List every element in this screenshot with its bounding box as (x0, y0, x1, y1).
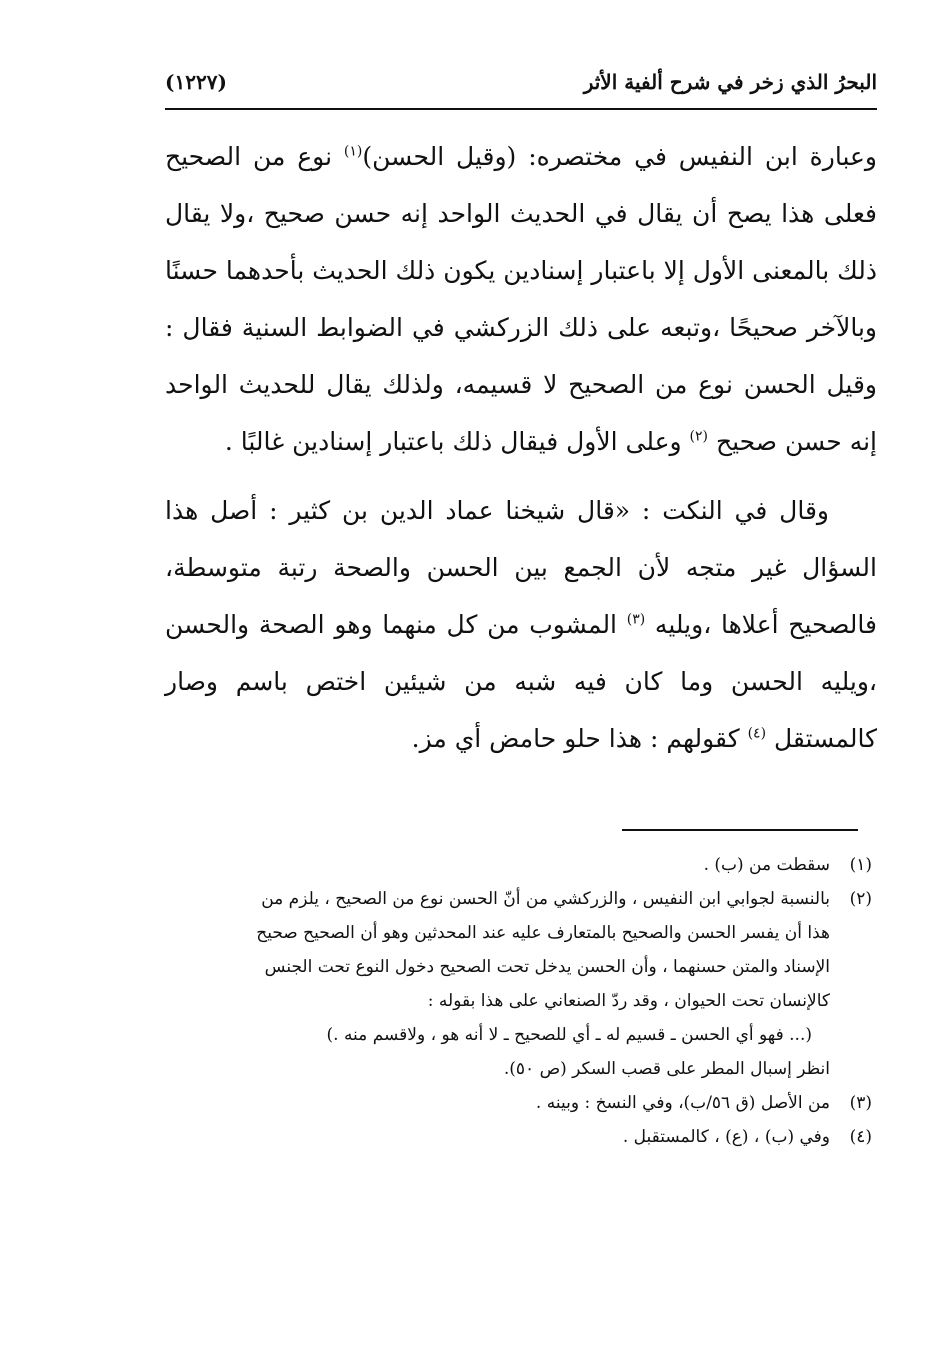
footnote-line: سقطت من (ب) . (703, 855, 830, 875)
footnote-marker-3: (٣) (626, 611, 646, 628)
footnote-body (150, 1120, 830, 1154)
footnote-body (150, 882, 830, 1086)
page-header (165, 60, 877, 104)
running-title: البحرُ الذي زخر في شرح ألفية الأثر (583, 70, 877, 94)
footnote-marker-1: (١) (343, 143, 363, 160)
footnote-number: (١) (849, 855, 872, 875)
footnote-2 (150, 882, 872, 1086)
paragraph-1-part-2: نوع من الصحيح فعلى هذا يصح أن يقال في الحديث الواحد إنه حسن صحيح ،ولا يقال ذلك بالمعنى الأول إلا باعتبار إسنادين يكون ذلك الحديث بأحدهما حسنًا وبالآخر صحيحًا ،وتبعه على ذلك الزركشي في الضوابط السنية فقال : وقيل الحسن نوع من الصحيح لا قسيمه، ولذلك يقال للحديث الواحد إنه حسن صحيح (165, 142, 877, 456)
paragraph-1 (165, 128, 877, 470)
footnote-number: (٤) (849, 1127, 872, 1147)
main-text (165, 128, 877, 767)
footnote-line: بالنسبة لجوابي ابن النفيس ، والزركشي من أنّ الحسن نوع من الصحيح ، يلزم من (261, 889, 830, 909)
footnote-line: من الأصل (ق ٥٦/ب)، وفي النسخ : وبينه . (535, 1093, 830, 1113)
footnote-line: هذا أن يفسر الحسن والصحيح بالمتعارف عليه عند المحدثين وهو أن الصحيح صحيح (256, 923, 830, 943)
page-number: (١٢٢٧) (165, 70, 227, 94)
footnote-4 (150, 1120, 872, 1154)
footnote-separator (622, 829, 858, 831)
paragraph-1-part-1: وعبارة ابن النفيس في مختصره: (وقيل الحسن) (362, 142, 877, 171)
paragraph-2-part-2: المشوب من كل منهما وهو الصحة والحسن ،ويليه الحسن وما كان فيه شبه من شيئين اختص باسم وصار كالمستقل (165, 610, 877, 753)
footnote-line: انظر إسبال المطر على قصب السكر (ص ٥٠). (503, 1059, 830, 1079)
footnote-body (150, 1086, 830, 1120)
paragraph-2 (165, 482, 877, 767)
footnote-line: وفي (ب) ، (ع) ، كالمستقبل . (622, 1127, 830, 1147)
footnote-body (150, 848, 830, 882)
footnote-1 (150, 848, 872, 882)
footnote-3 (150, 1086, 872, 1120)
footnote-number: (٢) (849, 889, 872, 909)
footnote-quote: (... فهو أي الحسن ـ قسيم له ـ أي للصحيح ـ لا أنه هو ، ولاقسم منه .) (326, 1025, 812, 1045)
footnote-marker-2: (٢) (689, 428, 709, 445)
footnote-marker-4: (٤) (747, 725, 767, 742)
header-rule (165, 108, 877, 110)
footnotes (150, 848, 872, 1154)
paragraph-2-part-3: كقولهم : هذا حلو حامض أي مز. (411, 724, 748, 753)
paragraph-1-part-3: وعلى الأول فيقال ذلك باعتبار إسنادين غالبًا . (224, 427, 690, 456)
paragraph-2-part-1: وقال في النكت : «قال شيخنا عماد الدين بن كثير : أصل هذا السؤال غير متجه لأن الجمع بين الحسن والصحة رتبة متوسطة، فالصحيح أعلاها ،ويليه (165, 496, 877, 639)
footnote-number: (٣) (849, 1093, 872, 1113)
footnote-line: الإسناد والمتن حسنهما ، وأن الحسن يدخل تحت الصحيح دخول النوع تحت الجنس (264, 957, 830, 977)
footnote-line: كالإنسان تحت الحيوان ، وقد ردّ الصنعاني على هذا بقوله : (427, 991, 830, 1011)
